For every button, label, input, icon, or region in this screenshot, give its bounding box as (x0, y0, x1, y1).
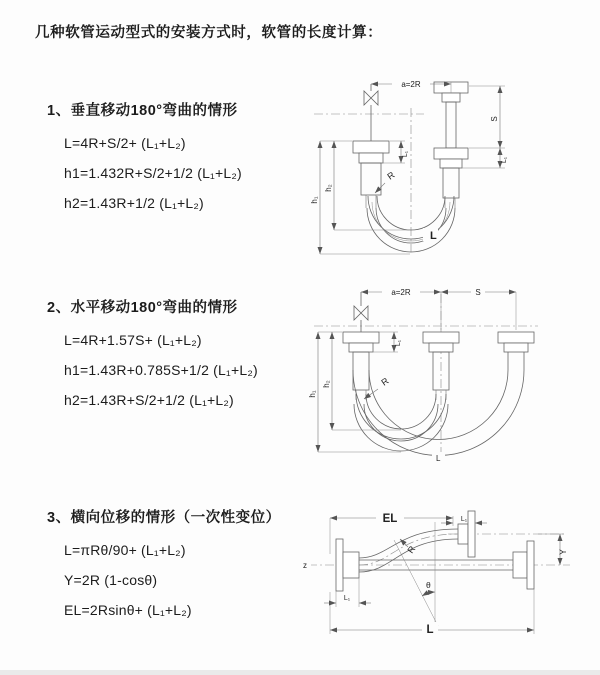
section-3-heading: 3、横向位移的情形（一次性变位） (47, 510, 281, 526)
radius-label: R (379, 375, 391, 388)
braided-hose-section (443, 168, 459, 198)
dimension-fitting-top (441, 516, 487, 524)
formula-h1: h1=1.43R+0.785S+1/2 (L₁+L₂) (64, 362, 258, 378)
formula-L: L=πRθ/90+ (L₁+L₂) (64, 542, 186, 558)
wide-u-hose-curves (353, 370, 524, 456)
dimension-el (330, 512, 453, 555)
left-pipe-end (343, 332, 379, 400)
fitting-label: L₁ (343, 595, 351, 602)
length-label: L (436, 454, 441, 463)
angle-label: θ (426, 580, 431, 590)
formula-h1: h1=1.432R+S/2+1/2 (L₁+L₂) (64, 165, 242, 181)
section-1-heading: 1、垂直移动180°弯曲的情形 (47, 103, 238, 119)
fitting-label: L₁ (501, 156, 508, 164)
section-1-formulas (64, 128, 242, 218)
scan-edge (0, 670, 600, 675)
h2-label: h₂ (322, 380, 331, 388)
radius-label: R (405, 544, 418, 556)
dimension-fitting-bottom (324, 578, 371, 607)
span-label: a=2R (401, 80, 421, 89)
axis-callout (301, 558, 311, 570)
diagram-vertical-u-bend (306, 66, 596, 258)
left-flange (336, 539, 359, 591)
stroke-label: S (490, 116, 499, 122)
fitting-label: L₁ (402, 150, 409, 158)
h1-label: h₁ (308, 390, 317, 398)
deep-u-hose-curves (354, 394, 448, 451)
span-label: a=2R (391, 288, 411, 297)
length-callout (423, 228, 438, 242)
diagram-horizontal-u-bend (306, 282, 596, 467)
section-3-formulas (64, 535, 281, 625)
section-3 (47, 506, 281, 625)
el-label: EL (382, 513, 398, 525)
right-pipe-end (434, 82, 468, 208)
page-title: 几种软管运动型式的安装方式时，软管的长度计算： (35, 25, 383, 41)
dimension-length (330, 589, 534, 636)
fitting-label: L₁ (460, 516, 468, 523)
stroke-label: S (475, 288, 481, 297)
diagram-lateral-displacement (298, 502, 598, 662)
length-label: L (426, 624, 434, 636)
formula-h2: h2=1.43R+S/2+1/2 (L₁+L₂) (64, 392, 234, 408)
offset-label: Y (558, 548, 568, 556)
length-callout (432, 452, 445, 463)
right-pipe-end (498, 332, 534, 370)
dimension-offset-y (538, 534, 568, 565)
fitting-label: L₁ (395, 339, 402, 347)
formula-EL: EL=2Rsinθ+ (L₁+L₂) (64, 602, 192, 618)
radius-callout (364, 375, 391, 399)
right-flange (513, 541, 534, 589)
formula-L: L=4R+1.57S+ (L₁+L₂) (64, 332, 202, 348)
section-2-formulas (64, 325, 258, 415)
section-2-heading: 2、水平移动180°弯曲的情形 (47, 300, 238, 316)
left-pipe-end (353, 141, 389, 208)
section-1 (47, 99, 242, 218)
radius-callout (375, 169, 397, 193)
valve-icon (364, 84, 378, 141)
centerlines (314, 108, 424, 252)
length-label: L (430, 230, 437, 242)
section-2 (47, 296, 258, 415)
dimension-span (361, 287, 516, 331)
h1-label: h₁ (310, 196, 319, 204)
formula-L: L=4R+S/2+ (L₁+L₂) (64, 135, 186, 151)
braided-hose-section (353, 352, 369, 390)
formula-h2: h2=1.43R+1/2 (L₁+L₂) (64, 195, 204, 211)
centerlines (314, 294, 538, 460)
axis-label: z (303, 561, 307, 570)
angle-construction (394, 522, 438, 626)
formula-Y: Y=2R (1-cosθ) (64, 572, 158, 588)
radius-label: R (385, 169, 397, 182)
h2-label: h₂ (324, 184, 333, 192)
